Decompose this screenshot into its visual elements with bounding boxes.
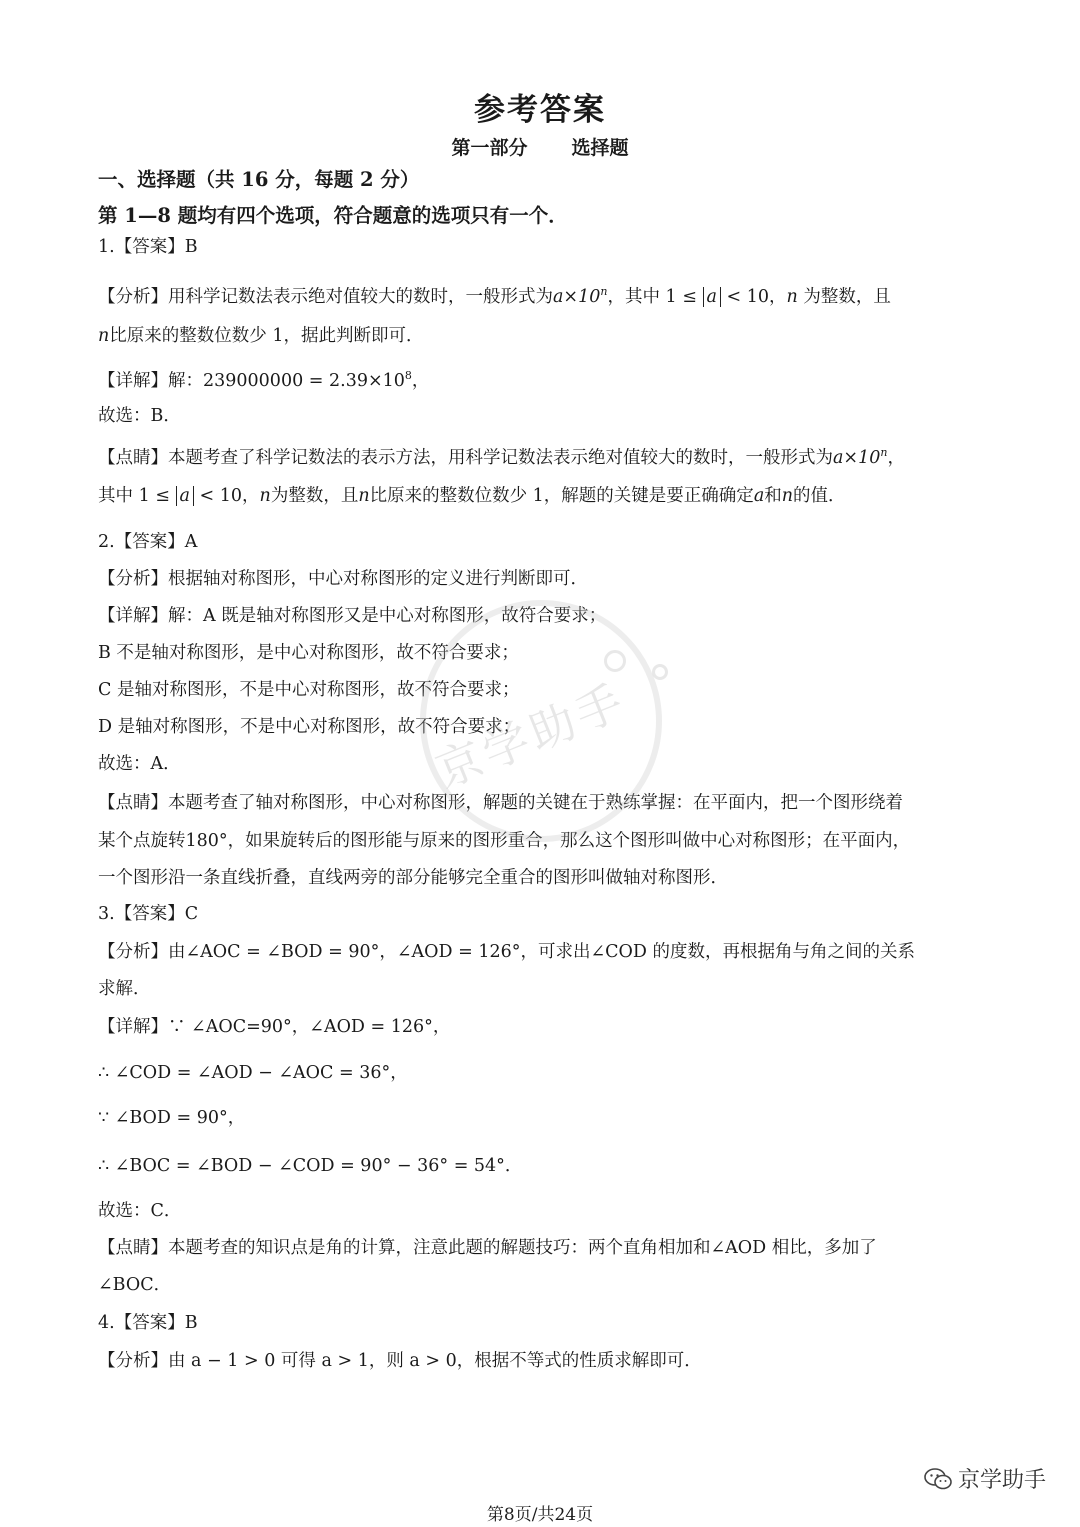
q3-choose: 故选：C． xyxy=(98,1201,182,1221)
brand-name: 京学助手 xyxy=(957,1468,1046,1493)
q3-step-2: ∵ ∠BOD = 90°， xyxy=(98,1108,246,1128)
q1-comment-text-b4: 和 xyxy=(764,486,782,506)
brand-badge xyxy=(924,1463,1046,1494)
q3-analysis-1: 【分析】由∠AOC = ∠BOD = 90°，∠AOD = 126°，可求出∠COD 的度数，再根据角与角之间的关系 xyxy=(98,942,915,962)
range-left: 1 ≤ xyxy=(665,286,697,307)
q2-comment-2: 某个点旋转180°，如果旋转后的图形能与原来的图形重合，那么这个图形叫做中心对称图形；在平面内， xyxy=(98,831,911,851)
q1-analysis-text-a: 【分析】用科学记数法表示绝对值较大的数时，一般形式为 xyxy=(98,286,553,307)
q1-analysis: 【分析】用科学记数法表示绝对值较大的数时，一般形式为$a\times 10^n$，其中 1 ≤ a < 10，n 为整数，且 xyxy=(98,285,891,307)
abs-a: a xyxy=(703,287,721,307)
q1-comment-text-b5: 的值． xyxy=(793,486,846,506)
var-n: n xyxy=(786,286,798,307)
q1-detail-math: 239000000 = 2.39×10 xyxy=(203,370,405,391)
q2-answer: 2.【答案】A xyxy=(98,532,198,552)
q1-comment-text-a: 【点睛】本题考查了科学记数法的表示方法，用科学记数法表示绝对值较大的数时，一般形式为 xyxy=(98,447,833,468)
var-n-4: n xyxy=(358,486,370,506)
sci-exp-2: n xyxy=(880,446,888,459)
q4-answer: 4.【答案】B xyxy=(98,1313,198,1333)
q2-detail: 【详解】解：A 既是轴对称图形又是中心对称图形，故符合要求； xyxy=(98,606,607,626)
sci-exp: n xyxy=(600,285,608,298)
q1-analysis-cont xyxy=(98,324,423,348)
q3-answer: 3.【答案】C xyxy=(98,904,199,924)
q2-option-b: B 不是轴对称图形，是中心对称图形，故不符合要求； xyxy=(98,643,519,663)
section-note: 第 1—8 题均有四个选项，符合题意的选项只有一个． xyxy=(98,204,568,227)
range-right: < 10 xyxy=(726,286,770,307)
page-title: 参考答案 xyxy=(474,92,606,128)
sci-form: a×10 xyxy=(553,286,601,307)
q3-step-1: ∴ ∠COD = ∠AOD − ∠AOC = 36°， xyxy=(98,1063,408,1083)
subtitle-part: 第一部分 xyxy=(451,137,528,159)
q2-choose: 故选：A． xyxy=(98,754,181,774)
q3-comment-1: 【点睛】本题考查的知识点是角的计算，注意此题的解题技巧：两个直角相加和∠AOD 相比，多加了 xyxy=(98,1238,877,1258)
q1-analysis-text-b: ，其中 xyxy=(607,286,660,307)
abs-a-2: a xyxy=(176,486,194,506)
q2-comment-3: 一个图形沿一条直线折叠，直线两旁的部分能够完全重合的图形叫做轴对称图形． xyxy=(98,868,728,888)
q1-comment-text-b1: 其中 xyxy=(98,486,133,506)
subtitle-name: 选择题 xyxy=(571,137,629,159)
range-left-2: 1 ≤ xyxy=(138,486,170,506)
q2-analysis: 【分析】根据轴对称图形，中心对称图形的定义进行判断即可． xyxy=(98,569,588,589)
section-heading: 一、选择题（共 16 分，每题 2 分） xyxy=(98,168,420,191)
q1-detail: 【详解】解：$239000000 = 2.39\times 10^8$， xyxy=(98,369,430,391)
range-right-2: < 10 xyxy=(199,486,243,506)
q1-detail-label: 【详解】解： xyxy=(98,370,203,391)
q1-choose: 故选：B． xyxy=(98,406,181,426)
q1-comment-2: 其中 1 ≤ a < 10，n为整数，且n比原来的整数位数少 1，解题的关键是要正确确定a和n的值． xyxy=(98,486,846,506)
q3-comment-2: ∠BOC． xyxy=(98,1275,172,1295)
var-a: a xyxy=(753,486,765,506)
q1-analysis-text-c: 为整数，且 xyxy=(803,286,891,307)
q3-step-3: ∴ ∠BOC = ∠BOD − ∠COD = 90° − 36° = 54°． xyxy=(98,1156,523,1176)
wechat-icon xyxy=(924,1468,952,1490)
q1-analysis-text-d: 比原来的整数位数少 1，据此判断即可． xyxy=(109,326,424,346)
var-n-2: n xyxy=(98,326,110,346)
var-n-5: n xyxy=(781,486,794,506)
sci-form-2: a×10 xyxy=(833,447,881,468)
q2-comment-1: 【点睛】本题考查了轴对称图形，中心对称图形，解题的关键在于熟练掌握：在平面内，把一个图形绕着 xyxy=(98,793,903,813)
q3-analysis-2: 求解． xyxy=(98,979,151,999)
page-subtitle xyxy=(0,133,1080,160)
q2-option-c: C 是轴对称图形，不是中心对称图形，故不符合要求； xyxy=(98,680,520,700)
watermark-dot-small xyxy=(652,664,668,680)
var-n-3: n xyxy=(259,486,271,506)
q2-option-d: D 是轴对称图形，不是中心对称图形，故不符合要求； xyxy=(98,717,521,737)
q1-comment-1: 【点睛】本题考查了科学记数法的表示方法，用科学记数法表示绝对值较大的数时，一般形式为$a\times 10^n$， xyxy=(98,446,905,468)
q4-analysis: 【分析】由 a − 1 > 0 可得 a > 1，则 a > 0，根据不等式的性质求解即可． xyxy=(98,1351,702,1371)
q3-detail: 【详解】∵ ∠AOC=90°，∠AOD = 126°， xyxy=(98,1017,451,1037)
q1-exp8: 8 xyxy=(404,369,412,382)
q1-answer: 1.【答案】B xyxy=(98,237,198,257)
page-footer: 第8页/共24页 xyxy=(486,1505,594,1525)
watermark-text: 京学助手 xyxy=(428,673,634,799)
q1-comment-text-b3: 比原来的整数位数少 1，解题的关键是要正确确定 xyxy=(369,486,754,506)
q1-comment-text-b2: 为整数，且 xyxy=(270,486,359,506)
